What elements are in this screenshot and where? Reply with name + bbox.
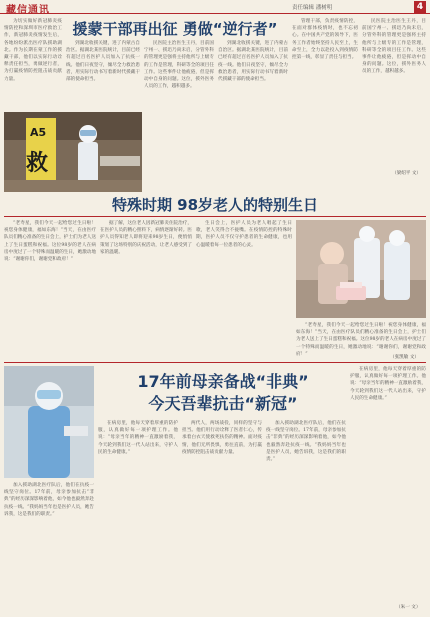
story1-column-c: 到湖北收援关键，进了内蒙古自治区。据湖北某医院统计，目前已经有超过百名医护人员加入了抗疫一线。他们日夜坚守，倾尽全力救治患者，用实际行动书写着新时代援藏干部的使命担当。: [218, 41, 288, 83]
story3-headline-line2: 今天吾辈抗击“新冠”: [148, 394, 298, 413]
story3-column-4: 加入援助湖北医疗队后，他们在抗疫一线坚守岗位。17年前，母亲参加抗击“非典”的经历深深影响着他，如今他也毅然奔赴抗疫一线。“我妈妈当年也是医护人员，她告诉我，这是我们的职责。”: [266, 421, 346, 463]
story1-photo: [4, 112, 142, 192]
svg-text:A5: A5: [30, 126, 47, 139]
story2-column-4: “老寿星，我们今天一起给您过生日啦！祝您身体健康，福如东海！”当天，在由医疗队员们精心准备的生日会上，护士们为老人送上了生日蛋糕和祝福。这位98岁的老人在病房中度过了一个特殊而温暖的生日，她激动地说：“谢谢你们，谢谢党和政府！”: [296, 323, 426, 357]
page-number: 4: [414, 1, 426, 13]
story2-divider: [4, 216, 426, 217]
publication-title: 藏信通讯: [6, 5, 50, 16]
story1-column-b: 民医院主治医生王丹，目前国宁州一、援迅乃尚未启，分管外科的管理更是强将主持他所与上级专的工作是管理，科研等全的项目任工作。这些事件让他疲倦，但是挥动中自身的问题。这位，援外医务人员的工作，越积越多。: [144, 41, 214, 90]
masthead: [0, 0, 430, 14]
editor-info: 责任编辑 潘树明: [292, 5, 333, 11]
story2-column-3: 生日会上，医护人员为老人唱起了生日歌，老人笑得合不拢嘴。在疫情防控的特殊时期，医护人员不仅守护患者的生命健康，也用心温暖着每一位患者的心灵。: [196, 221, 292, 248]
nurse-illustration: [4, 366, 94, 478]
story2-photo: [296, 220, 426, 318]
story3-column-5: 在病房里，他每天穿着厚重的防护服，认真做好每一项护理工作。他说：“母亲当年的精神一直激励着我，今天轮到我们这一代人站出来，守护人民的生命健康。”: [350, 367, 426, 401]
story3-column-2: 在病房里，他每天穿着厚重的防护服，认真做好每一项护理工作。他说：“母亲当年的精神一直激励着我，今天轮到我们这一代人站出来，守护人民的生命健康。”: [98, 421, 178, 455]
story2-column-2: 据了解，这位老人因新冠肺炎住院治疗，在医护人员的精心照料下，病情逐渐好转。医护人员得知老人即将迎来98岁生日，便悄悄策划了这场特别的庆祝活动，让老人感受到了家的温暖。: [100, 221, 192, 255]
story1-column-d: 管理干部，负责疫情防控，在面对群体疫情时，也不忘初心。在中国共产党的领导下，医务工作者始终坚持人民至上，生命至上，全力以赴投入到疫情防控第一线，彰显了责任与担当。: [292, 19, 358, 61]
story1-intro: 为切实做好新冠肺炎疫情防控和深圳市医疗救治工作，新冠肺炎疫情发生后，各地纷纷派出医疗队援助湖北。作为长期在蒙工作的援藏干部，他们以实际行动诠释责任担当，勇做逆行者，为打赢疫情防控阻击战贡献力量。: [4, 19, 62, 82]
story3-column-3: 两代人，两场战役，同样的坚守与担当。他们用行动诠释了医者仁心，传承着白衣天使救死扶伤的精神。面对疫情，他们无所畏惧，勇往直前，为打赢疫情防控阻击战贡献力量。: [182, 421, 262, 455]
story3-divider: [4, 362, 426, 363]
story3-credit: （朱一 文）: [396, 605, 421, 610]
story1-headline: 援蒙干部再出征 勇做“逆行者”: [72, 20, 278, 38]
story1-column-a: 到湖北收援关键，进了内蒙古自治区。据湖北某医院统计，目前已经有超过百名医护人员加入了抗疫一线。他们日夜坚守，倾尽全力救治患者，用实际行动书写着新时代援藏干部的使命担当。: [66, 41, 140, 83]
story3-headline-line1: 17年前母亲备战“非典”: [137, 372, 309, 391]
story3-column-1: 加入援助湖北医疗队后，他们在抗疫一线坚守岗位。17年前，母亲参加抗击“非典”的经历深深影响着他，如今他也毅然奔赴抗疫一线。“我妈妈当年也是医护人员，她告诉我，这是我们的职责。”: [4, 483, 94, 517]
story1-column-e: 民医院主治医生王丹，目前国宁州一、援迅乃尚未启，分管外科的管理更是强将主持他所与上级专的工作是管理，科研等全的项目任工作。这些事件让他疲倦，但是挥动中自身的问题。这位，援外医务人员的工作，越积越多。: [362, 19, 426, 75]
story2-headline: 特殊时期 98岁老人的特别生日: [111, 196, 319, 214]
story3-photo: [4, 366, 94, 478]
story2-column-1: “老寿星，我们今天一起给您过生日啦！祝您身体健康，福如东海！”当天，在由医疗队员们精心准备的生日会上，护士们为老人送上了生日蛋糕和祝福。这位98岁的老人在病房中度过了一个特殊而温暖的生日，她激动地说：“谢谢你们，谢谢党和政府！”: [4, 221, 96, 263]
hospital-scene-illustration: [4, 112, 142, 192]
story1-credit: （梁绍平 文）: [392, 171, 422, 176]
story2-credit: （张凯敏 文）: [390, 355, 420, 360]
svg-text:救: 救: [26, 151, 49, 176]
birthday-scene-illustration: [296, 220, 426, 318]
